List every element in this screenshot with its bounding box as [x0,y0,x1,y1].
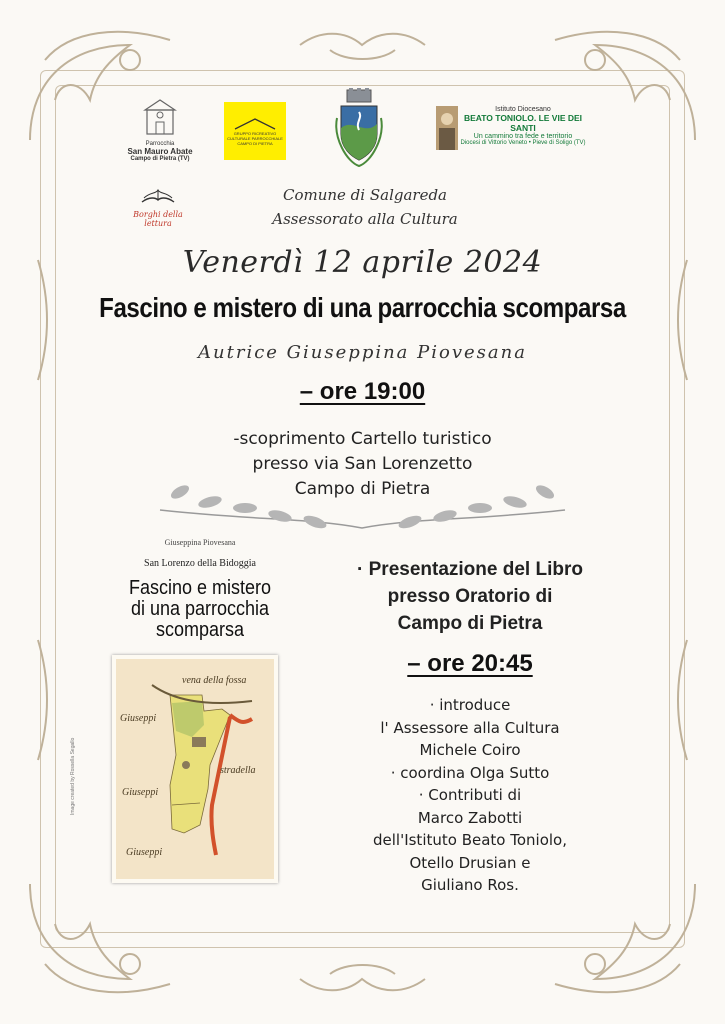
group-line1: GRUPPO RICREATIVO [233,130,277,136]
credits-block [320,694,620,897]
activity-line: Campo di Pietra [294,479,431,499]
credit-line: Marco Zabotti [417,808,523,827]
parish-line3: Campo di Pietra (TV) [130,156,190,162]
group-line2: CULTURALE PARROCCHIALE [227,135,283,141]
event-time-1: – ore 19:00 [299,378,426,405]
toniolo-line3: Un cammino tra fede e territorio [473,133,573,140]
coat-of-arms-icon [333,88,385,172]
event-author: Autrice Giuseppina Piovesana [198,342,527,363]
parish-line2: San Mauro Abate [127,147,193,156]
book-title-line: scomparsa [155,619,245,641]
event-title: Fascino e mistero di una parrocchia scomparsa [99,292,626,323]
toniolo-line4: Diocesi di Vittorio Veneto • Pieve di Soligo (TV) [460,140,586,146]
book-title-line: Fascino e mistero [128,577,272,599]
credit-line: Otello Drusian e [409,853,531,872]
toniolo-logo [436,106,586,154]
credit-line: · Contributi di [418,786,522,804]
historic-map-icon [112,655,278,883]
activity-line: -scoprimento Cartello turistico [233,429,492,449]
book-cover-image [112,655,278,883]
event-date: Venerdì 12 aprile 2024 [182,245,543,280]
svg-text:Giuseppi: Giuseppi [126,847,163,858]
portrait-icon [436,106,458,150]
credit-line: l' Assessore alla Cultura [380,718,560,737]
svg-text:vena della fossa: vena della fossa [182,675,247,686]
credit-line: Michele Coiro [419,741,521,759]
credit-line: Giuliano Ros. [421,876,519,894]
borghi-label: Borghi della lettura [133,210,183,228]
book-subtitle: San Lorenzo della Bidoggia [144,558,256,569]
presentation-line: · Presentazione del Libro [357,559,583,580]
organizer-line1: Comune di Salgareda [282,186,448,204]
open-book-icon [138,186,178,206]
credit-line: dell'Istituto Beato Toniolo, [372,831,567,849]
event-time-2: – ore 20:45 [407,650,533,677]
svg-text:stradella: stradella [220,765,256,776]
group-logo [224,102,286,160]
presentation-block [320,556,620,637]
toniolo-line1: Istituto Diocesano [495,106,551,113]
presentation-line: presso Oratorio di [387,586,553,607]
parish-line1: Parrocchia [145,141,175,147]
credit-line: · introduce [429,696,511,714]
church-icon [143,98,177,136]
borghi-logo [122,186,194,228]
book-title-line: di una parrocchia [130,598,270,620]
laurel-divider [150,478,575,540]
credit-line: · coordina Olga Sutto [390,763,550,782]
parish-logo [125,98,195,162]
municipal-coat-of-arms [333,88,385,176]
book-title [110,578,290,641]
image-credit: Image created by Rossella Segallo [70,737,76,815]
roof-icon [233,117,277,131]
svg-text:Giuseppi: Giuseppi [120,713,157,724]
presentation-line: Campo di Pietra [397,613,543,634]
toniolo-line2: BEATO TONIOLO. LE VIE DEI SANTI [463,113,583,133]
group-line3: CAMPO DI PIETRA [237,140,273,146]
activity-line: presso via San Lorenzetto [252,454,473,474]
svg-text:Giuseppi: Giuseppi [122,787,159,798]
organizer-line2: Assessorato alla Cultura [272,210,458,228]
book-author: Giuseppina Piovesana [164,538,236,547]
